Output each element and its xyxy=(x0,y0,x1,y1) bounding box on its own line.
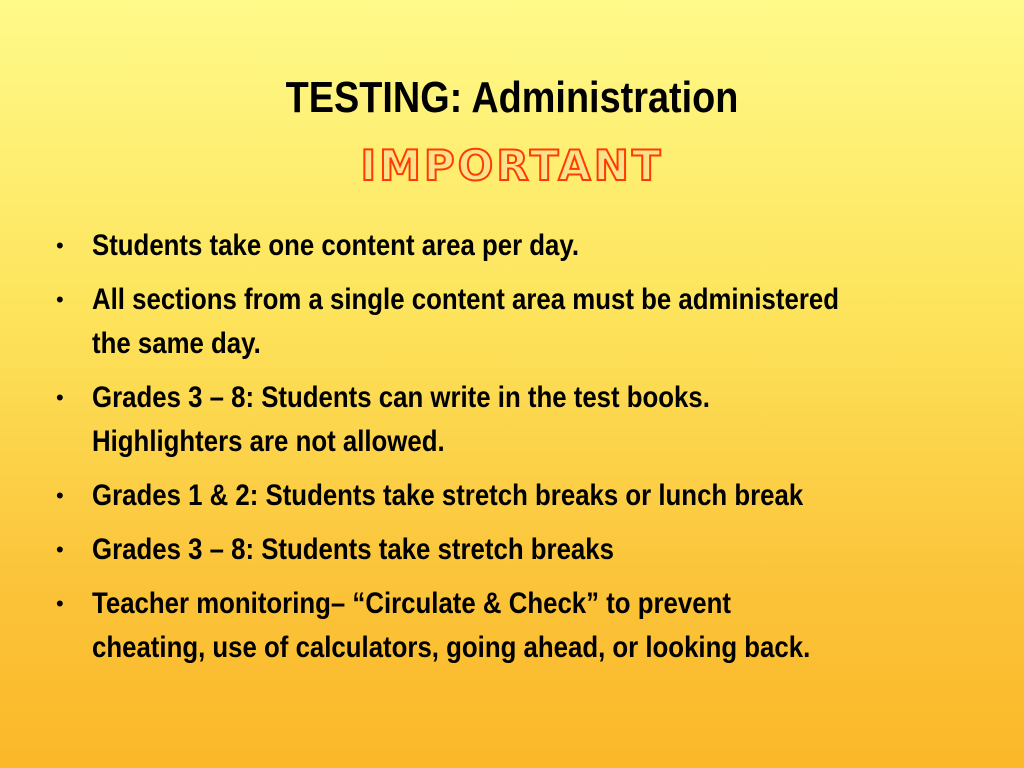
bullet-item xyxy=(56,278,986,366)
bullet-line: Students take one content area per day. xyxy=(92,229,579,262)
bullet-line: All sections from a single content area must be administered xyxy=(92,283,839,316)
bullet-line: cheating, use of calculators, going ahead, or looking back. xyxy=(92,631,811,664)
bullet-list xyxy=(56,224,986,680)
bullet-icon: • xyxy=(56,591,64,616)
bullet-item xyxy=(56,224,986,268)
bullet-line: the same day. xyxy=(92,327,261,360)
bullet-icon: • xyxy=(56,287,64,312)
bullet-line: Highlighters are not allowed. xyxy=(92,425,445,458)
bullet-item xyxy=(56,528,986,572)
bullet-icon: • xyxy=(56,483,64,508)
bullet-line: Teacher monitoring– “Circulate & Check” to prevent xyxy=(92,587,731,620)
bullet-line: Grades 1 & 2: Students take stretch breaks or lunch break xyxy=(92,479,804,512)
bullet-item xyxy=(56,582,986,670)
important-wordart: IMPORTANT xyxy=(360,141,664,190)
slide-title: TESTING: Administration xyxy=(285,73,739,122)
bullet-icon: • xyxy=(56,385,64,410)
bullet-icon: • xyxy=(56,233,64,258)
bullet-line: Grades 3 – 8: Students take stretch breaks xyxy=(92,533,614,566)
bullet-icon: • xyxy=(56,537,64,562)
bullet-item xyxy=(56,474,986,518)
bullet-line: Grades 3 – 8: Students can write in the test books. xyxy=(92,381,710,414)
bullet-item xyxy=(56,376,986,464)
